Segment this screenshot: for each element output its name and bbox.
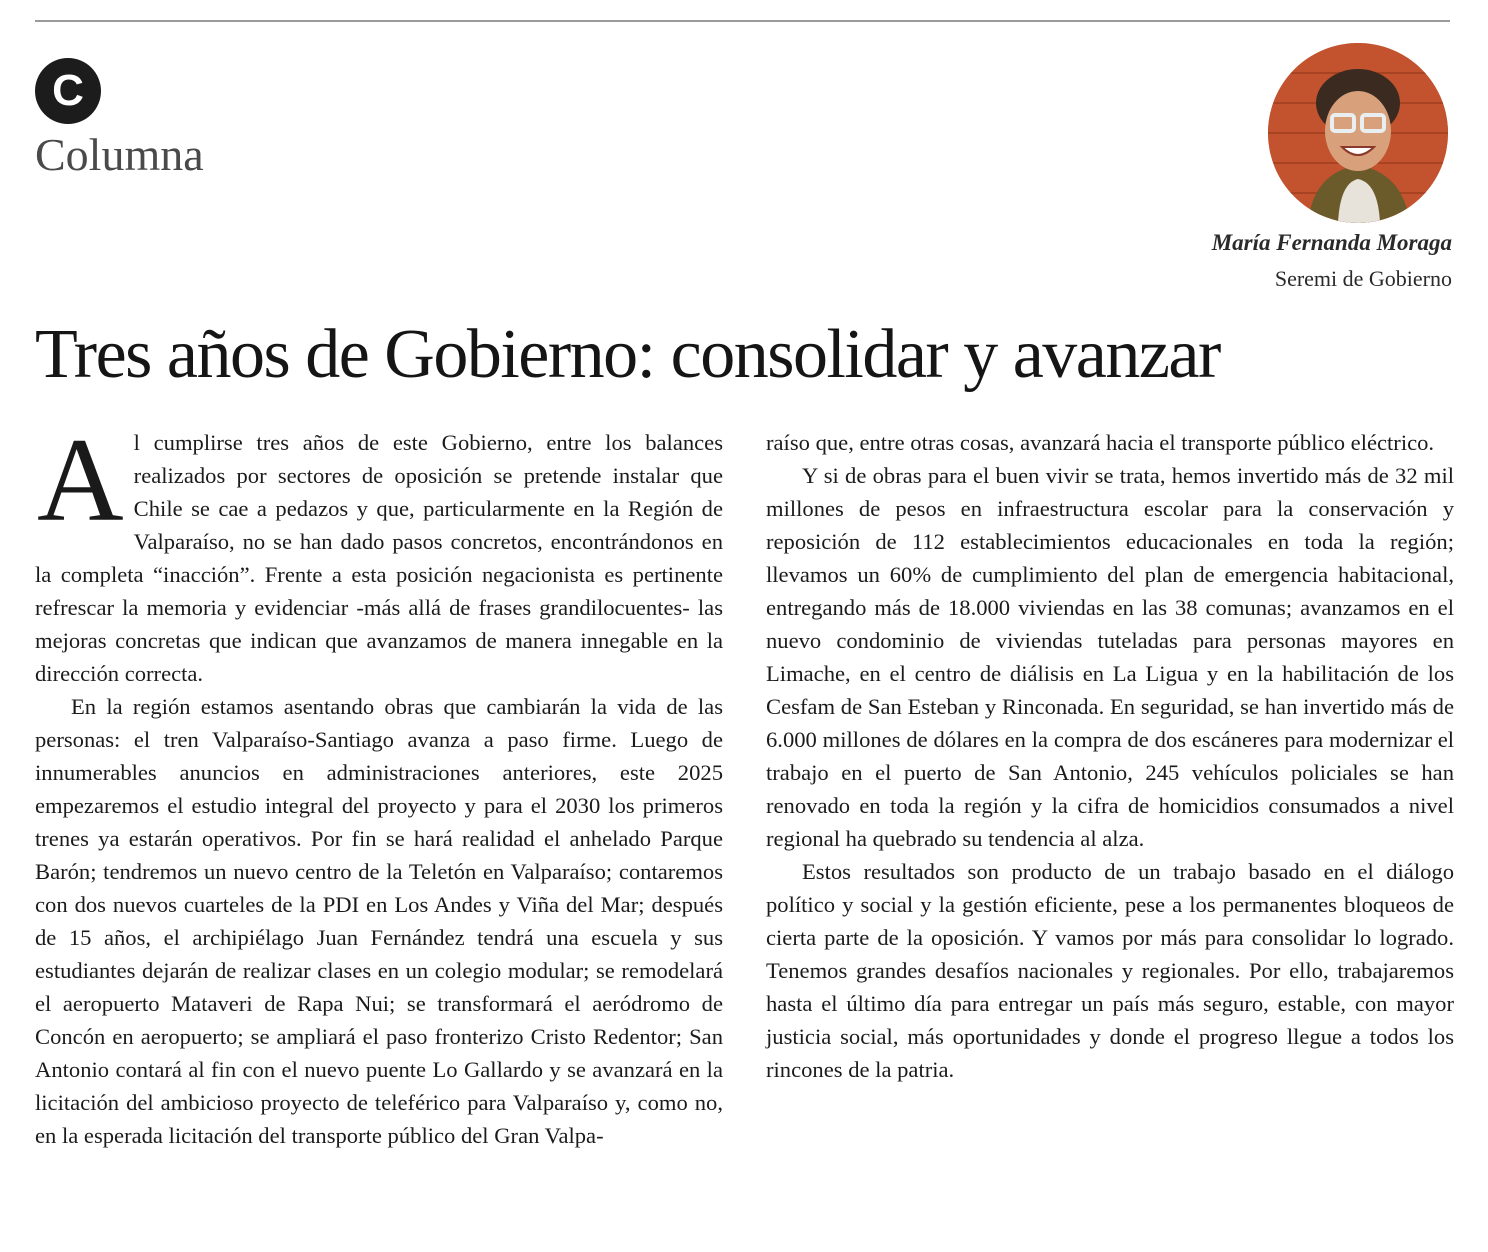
body-paragraph: [35, 413, 723, 690]
headline: Tres años de Gobierno: consolidar y avanzar: [35, 316, 1220, 393]
paragraph-text: l cumplirse tres años de este Gobierno, entre los balances realizados por sectores de oposición se pretende instalar que Chile se cae a pedazos y que, particularmente en la Región de Valparaíso, no se han dado pasos concretos, encontrándonos en la completa “inacción”. Frente a esta posición negacionista es pertinente refrescar la memoria y evidenciar -más allá de frases grandilocuentes- las mejoras concretas que indican que avanzamos de manera innegable en la dirección correcta.: [35, 430, 723, 686]
author-portrait-icon: [1268, 43, 1448, 223]
body-paragraph: raíso que, entre otras cosas, avanzará hacia el transporte público eléctrico.: [766, 430, 1435, 455]
body-paragraph: En la región estamos asentando obras que cambiarán la vida de las personas: el tren Valparaíso-Santiago avanza a paso firme. Luego de innumerables anuncios en administraciones anteriores, este 2025 empezaremos el estudio integral del proyecto y para el 2030 los primeros trenes ya estarán operativos. Por fin se hará realidad el anhelado Parque Barón; tendremos un nuevo centro de la Teletón en Valparaíso; contaremos con dos nuevos cuarteles de la PDI en Los Andes y Viña del Mar; después de 15 años, el archipiélago Juan Fernández tendrá una escuela y sus estudiantes dejarán de realizar clases en un colegio modular; se remodelará el aeropuerto Mataveri de Rapa Nui; se transformará el aeródromo de Concón en aeropuerto; se ampliará el paso fronterizo Cristo Redentor; San Antonio contará al fin con el nuevo puente Lo Gallardo y se avanzará en la licitación del ambicioso proyecto de teleférico para Valparaíso y, como no, en la esperada licitación del transporte público del Gran Valpa-: [35, 694, 723, 1148]
drop-cap: A: [37, 413, 124, 546]
top-rule: [35, 20, 1450, 22]
body-column-left: [35, 413, 723, 1152]
author-role: Seremi de Gobierno: [1274, 266, 1452, 291]
section-badge: [35, 58, 101, 124]
body-column-right: [766, 426, 1454, 1086]
body-paragraph: Y si de obras para el buen vivir se trata, hemos invertido más de 32 mil millones de pesos en infraestructura escolar para la conservación y reposición de 112 establecimientos educacionales en toda la región; llevamos un 60% de cumplimiento del plan de emergencia habitacional, entregando más de 18.000 viviendas en las 38 comunas; avanzamos en el nuevo condominio de viviendas tuteladas para personas mayores en Limache, en el centro de diálisis en La Ligua y en la habilitación de los Cesfam de San Esteban y Rinconada. En seguridad, se han invertido más de 6.000 millones de dólares en la compra de dos escáneres para modernizar el trabajo en el puerto de San Antonio, 245 vehículos policiales se han renovado en toda la región y la cifra de homicidios consumados a nivel regional ha quebrado su tendencia al alza.: [766, 463, 1454, 851]
author-name: María Fernanda Moraga: [1211, 230, 1452, 255]
body-paragraph: Estos resultados son producto de un trabajo basado en el diálogo político y social y la gestión eficiente, pese a los permanentes bloqueos de cierta parte de la oposición. Y vamos por más para consolidar lo logrado. Tenemos grandes desafíos nacionales y regionales. Por ello, trabajaremos hasta el último día para entregar un país más seguro, estable, con mayor justicia social, más oportunidades y donde el progreso llegue a todos los rincones de la patria.: [766, 859, 1454, 1082]
section-badge-letter: C: [52, 66, 84, 115]
section-label: Columna: [35, 129, 204, 180]
